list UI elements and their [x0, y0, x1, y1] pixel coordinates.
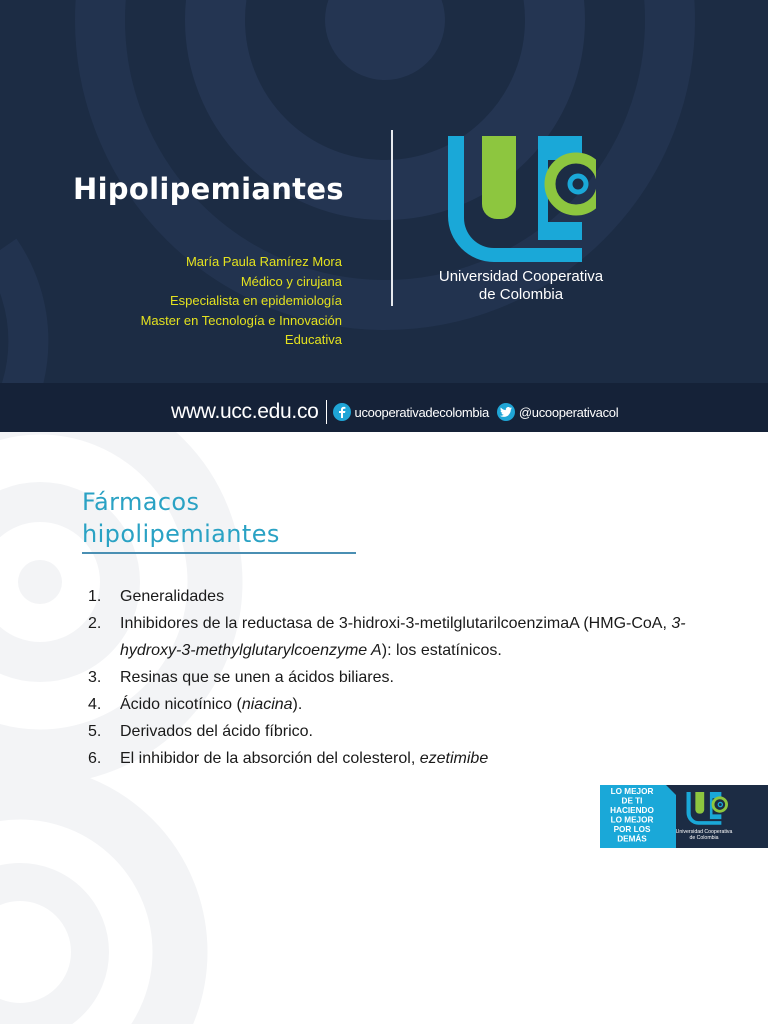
slogan-line: LO MEJOR: [610, 787, 654, 796]
content-slide: [0, 432, 768, 1024]
slide-title: Hipolipemiantes: [73, 172, 344, 206]
badge-university-line: Universidad Cooperativa: [675, 829, 733, 835]
author-profession: Médico y cirujana: [240, 273, 342, 289]
list-item: 2. Inhibidores de la reductasa de 3-hidroxi-3-metilglutarilcoenzimaA (HMG-CoA, 3-hydroxy-3-methylglutarylcoenzyme A): los estatínicos.: [88, 615, 686, 659]
facebook-icon[interactable]: [333, 403, 351, 421]
author-specialty: Especialista en epidemiología: [170, 293, 342, 308]
vertical-divider: [391, 130, 393, 306]
twitter-handle[interactable]: @ucooperativacol: [518, 404, 619, 420]
list-item: 6. El inhibidor de la absorción del colesterol, ezetimibe: [88, 750, 489, 767]
ucc-logo: [446, 132, 596, 264]
author-master-cont: Educativa: [284, 332, 342, 347]
slogan-line: HACIENDO: [610, 806, 654, 815]
list-item: 5. Derivados del ácido fíbrico.: [88, 723, 313, 740]
list-item: 4. Ácido nicotínico (niacina).: [88, 696, 303, 713]
author-master: Master en Tecnología e Innovación: [140, 312, 342, 328]
author-block: [141, 252, 342, 350]
footer-separator: [326, 400, 327, 424]
facebook-handle[interactable]: ucooperativadecolombia: [354, 404, 489, 420]
list-item: 1. Generalidades: [88, 588, 225, 605]
slogan-line: DE TI: [621, 796, 643, 806]
slogan-line: POR LOS: [613, 825, 651, 834]
twitter-icon[interactable]: [497, 403, 515, 421]
badge-university-line: de Colombia: [689, 835, 719, 841]
slogan-line: LO MEJOR: [610, 815, 654, 825]
ucc-slogan-badge: [600, 785, 768, 848]
author-name: María Paula Ramírez Mora: [185, 254, 342, 269]
slide-heading: Fármacos hipolipemiantes: [82, 488, 280, 548]
background-rings: [0, 0, 768, 432]
website-link[interactable]: www.ucc.edu.co: [171, 400, 319, 423]
title-slide: [0, 0, 768, 432]
footer-links: [171, 397, 626, 427]
university-name: Universidad Cooperativa de Colombia: [438, 268, 604, 303]
topic-list: [88, 583, 708, 772]
heading-underline: [82, 552, 356, 554]
slogan-line: DEMÁS: [617, 834, 647, 844]
list-item: 3. Resinas que se unen a ácidos biliares.: [88, 669, 394, 686]
